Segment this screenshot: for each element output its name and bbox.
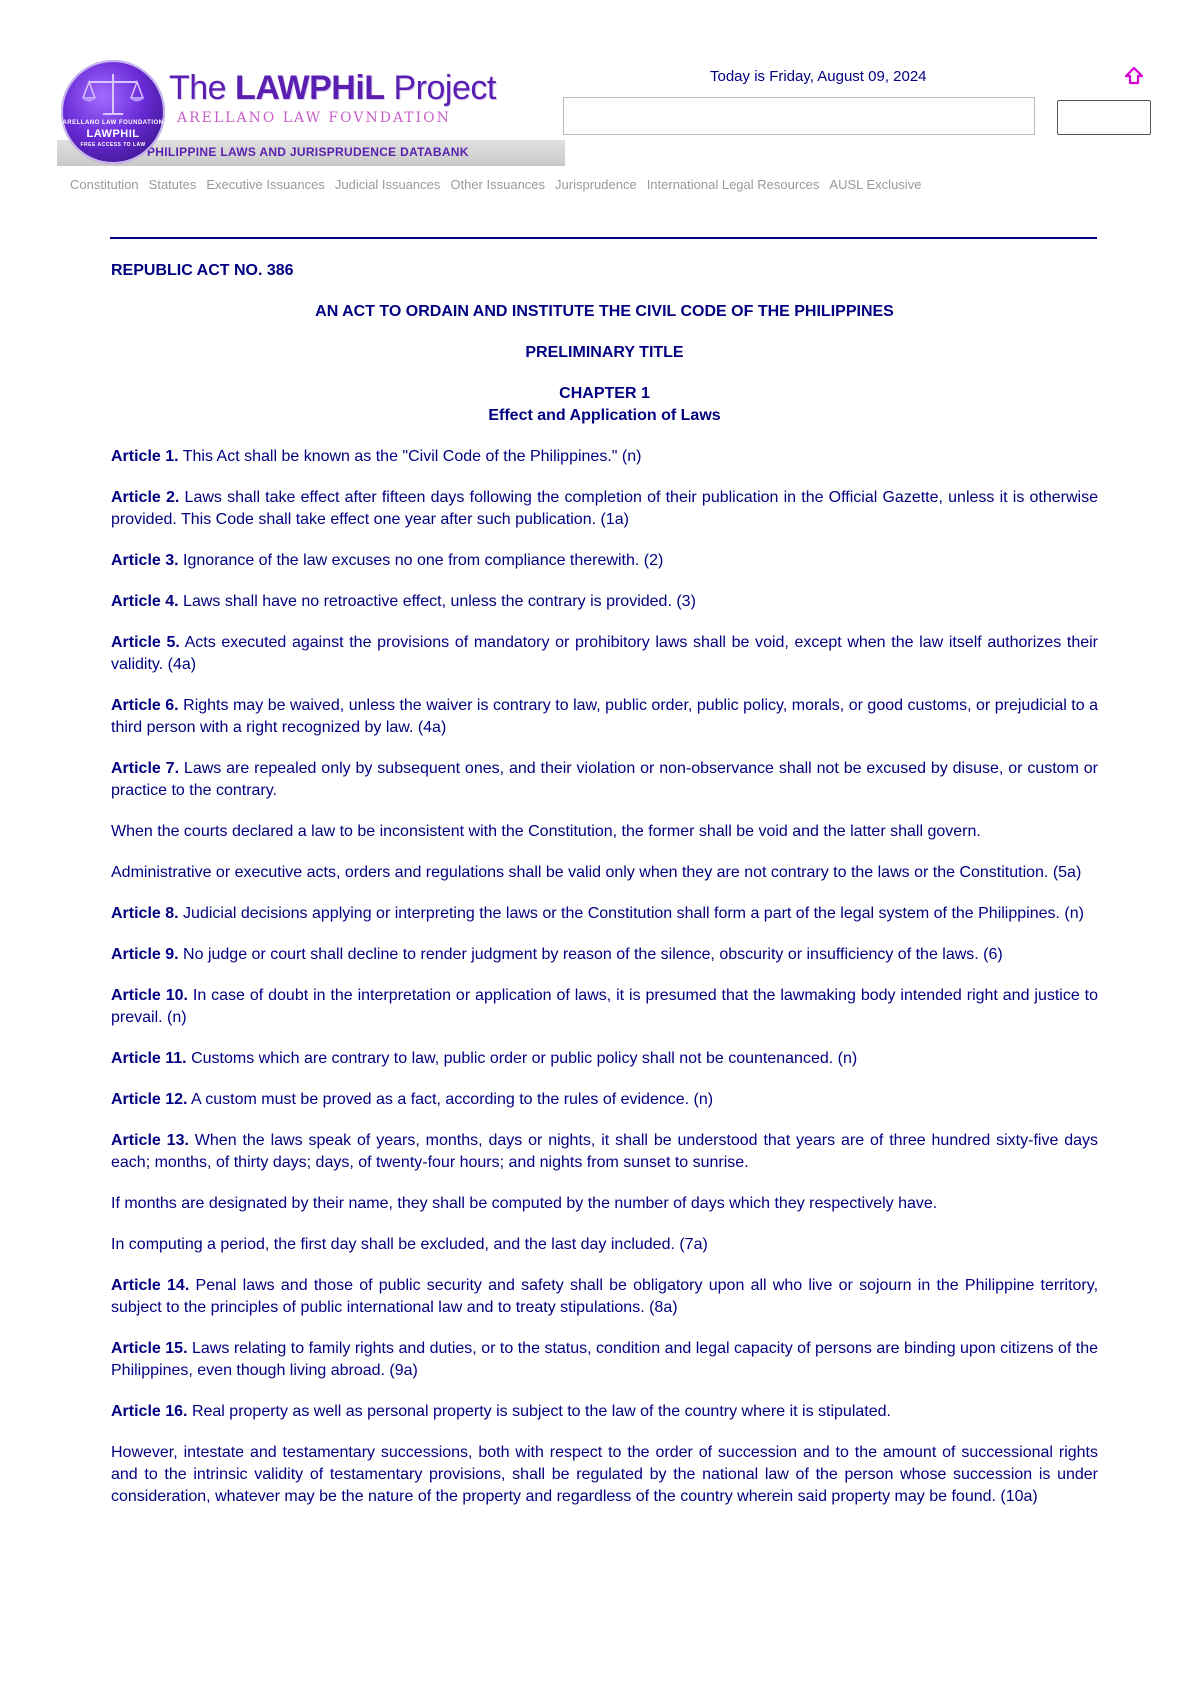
- article-text: When the laws speak of years, months, days or nights, it shall be understood that years are of three hundred sixty-five days each; months, of thirty days; days, of twenty-four hours; and nights from sunset to sunrise.: [111, 1132, 1099, 1171]
- article-text: When the courts declared a law to be inconsistent with the Constitution, the former shall be void and the latter shall govern.: [111, 823, 981, 840]
- nav-item-statutes[interactable]: Statutes: [148, 177, 197, 192]
- article-paragraph: [111, 487, 1098, 531]
- nav-item-international-legal-resources[interactable]: International Legal Resources: [646, 177, 820, 192]
- article-label: Article 4.: [111, 593, 179, 610]
- article-label: Article 14.: [111, 1277, 190, 1294]
- article-text: Ignorance of the law excuses no one from compliance therewith. (2): [183, 552, 664, 569]
- logo-title-suffix: Project: [384, 69, 496, 107]
- article-text: Customs which are contrary to law, public order or public policy shall not be countenanced. (n): [191, 1050, 858, 1067]
- today-date: Today is Friday, August 09, 2024: [710, 68, 927, 85]
- articles: [111, 446, 1098, 1508]
- article-paragraph: [111, 944, 1098, 966]
- continuation-paragraph: [111, 1442, 1098, 1508]
- nav-item-jurisprudence[interactable]: Jurisprudence: [555, 177, 637, 192]
- article-label: Article 15.: [111, 1340, 188, 1357]
- article-label: Article 8.: [111, 905, 179, 922]
- chapter-heading: [111, 383, 1098, 427]
- article-text: Laws are repealed only by subsequent ones, and their violation or non-observance shall not be excused by disuse, or custom or practice to the contrary.: [111, 760, 1099, 799]
- article-text: A custom must be proved as a fact, according to the rules of evidence. (n): [191, 1091, 714, 1108]
- article-label: Article 9.: [111, 946, 179, 963]
- article-label: Article 6.: [111, 697, 179, 714]
- article-text: If months are designated by their name, they shall be computed by the number of days which they respectively have.: [111, 1195, 938, 1212]
- home-arrow-icon[interactable]: [1124, 66, 1144, 86]
- site-header: [0, 0, 1200, 200]
- logo-band-text: PHILIPPINE LAWS AND JURISPRUDENCE DATABANK: [147, 145, 469, 159]
- article-label: Article 13.: [111, 1132, 189, 1149]
- act-number: REPUBLIC ACT NO. 386: [111, 262, 294, 279]
- article-paragraph: [111, 1401, 1098, 1423]
- nav-item-executive-issuances[interactable]: Executive Issuances: [206, 177, 325, 192]
- nav-item-other-issuances[interactable]: Other Issuances: [450, 177, 546, 192]
- article-text: Penal laws and those of public security and safety shall be obligatory upon all who live or sojourn in the Philippine territory, subject to the principles of public international law and to treaty stipulations. (8a): [111, 1277, 1099, 1316]
- article-text: Laws relating to family rights and duties, or to the status, condition and legal capacity of persons are binding upon citizens of the Philippines, even though living abroad. (9a): [111, 1340, 1099, 1379]
- arellano-seal-icon: [61, 60, 165, 164]
- seal-bottom-text: FREE ACCESS TO LAW: [80, 142, 146, 148]
- document-body: [111, 260, 1098, 1527]
- continuation-paragraph: [111, 862, 1098, 884]
- article-paragraph: [111, 632, 1098, 676]
- article-text: Rights may be waived, unless the waiver is contrary to law, public order, public policy, morals, or good customs, or prejudicial to a third person with a right recognized by law. (4a): [111, 697, 1098, 736]
- logo-title: [169, 70, 496, 106]
- article-paragraph: [111, 1048, 1098, 1070]
- nav-item-constitution[interactable]: Constitution: [70, 177, 139, 192]
- scales-of-justice-icon: [79, 70, 147, 120]
- nav-item-judicial-issuances[interactable]: Judicial Issuances: [334, 177, 441, 192]
- chapter-number: CHAPTER 1: [559, 385, 650, 402]
- article-label: Article 2.: [111, 489, 180, 506]
- article-paragraph: [111, 758, 1098, 802]
- article-paragraph: [111, 985, 1098, 1029]
- article-text: Laws shall have no retroactive effect, unless the contrary is provided. (3): [183, 593, 696, 610]
- article-text: No judge or court shall decline to render judgment by reason of the silence, obscurity or insufficiency of the laws. (6): [183, 946, 1003, 963]
- seal-main-text: LAWPHIL: [86, 128, 140, 140]
- article-label: Article 7.: [111, 760, 180, 777]
- nav-item-ausl-exclusive[interactable]: AUSL Exclusive: [829, 177, 922, 192]
- search-button[interactable]: [1057, 100, 1151, 135]
- article-text: This Act shall be known as the "Civil Code of the Philippines." (n): [182, 448, 642, 465]
- logo-title-bold: LAWPHiL: [235, 69, 385, 107]
- article-paragraph: [111, 903, 1098, 925]
- article-paragraph: [111, 550, 1098, 572]
- article-label: Article 16.: [111, 1403, 188, 1420]
- continuation-paragraph: [111, 821, 1098, 843]
- article-label: Article 10.: [111, 987, 188, 1004]
- article-text: Judicial decisions applying or interpreting the laws or the Constitution shall form a part of the legal system of the Philippines. (n): [183, 905, 1084, 922]
- article-paragraph: [111, 1275, 1098, 1319]
- chapter-title: Effect and Application of Laws: [488, 407, 721, 424]
- article-paragraph: [111, 591, 1098, 613]
- article-text: In computing a period, the first day shall be excluded, and the last day included. (7a): [111, 1236, 708, 1253]
- preliminary-title: PRELIMINARY TITLE: [525, 344, 684, 361]
- logo-subtitle: ARELLANO LAW FOVNDATION: [177, 110, 451, 126]
- article-paragraph: [111, 446, 1098, 468]
- article-label: Article 3.: [111, 552, 179, 569]
- article-text: Real property as well as personal property is subject to the law of the country where it is stipulated.: [191, 1403, 891, 1420]
- divider: [110, 237, 1097, 239]
- lawphil-logo[interactable]: [57, 58, 565, 170]
- seal-top-text: ARELLANO LAW FOUNDATION: [62, 120, 164, 126]
- article-text: Laws shall take effect after fifteen days following the completion of their publication in the Official Gazette, unless it is otherwise provided. This Code shall take effect one year after such publication. (1a): [111, 489, 1099, 528]
- search-input[interactable]: [563, 97, 1035, 135]
- article-text: Administrative or executive acts, orders and regulations shall be valid only when they are not contrary to the laws or the Constitution. (5a): [111, 864, 1082, 881]
- article-label: Article 11.: [111, 1050, 187, 1067]
- article-paragraph: [111, 1130, 1098, 1174]
- article-paragraph: [111, 1338, 1098, 1382]
- article-paragraph: [111, 695, 1098, 739]
- main-nav: [70, 177, 931, 192]
- article-text: However, intestate and testamentary successions, both with respect to the order of succession and to the amount of successional rights and to the intrinsic validity of testamentary provisions, shall be regulated by the national law of the person whose succession is under consideration, whatever may be the nature of the property and regardless of the country wherein said property may be found. (10a): [111, 1444, 1098, 1505]
- act-title: AN ACT TO ORDAIN AND INSTITUTE THE CIVIL CODE OF THE PHILIPPINES: [315, 303, 894, 320]
- continuation-paragraph: [111, 1193, 1098, 1215]
- continuation-paragraph: [111, 1234, 1098, 1256]
- article-paragraph: [111, 1089, 1098, 1111]
- article-text: In case of doubt in the interpretation or application of laws, it is presumed that the lawmaking body intended right and justice to prevail. (n): [111, 987, 1099, 1026]
- article-label: Article 12.: [111, 1091, 188, 1108]
- article-label: Article 5.: [111, 634, 180, 651]
- article-label: Article 1.: [111, 448, 179, 465]
- logo-title-prefix: The: [169, 69, 236, 107]
- article-text: Acts executed against the provisions of mandatory or prohibitory laws shall be void, except when the law itself authorizes their validity. (4a): [111, 634, 1098, 673]
